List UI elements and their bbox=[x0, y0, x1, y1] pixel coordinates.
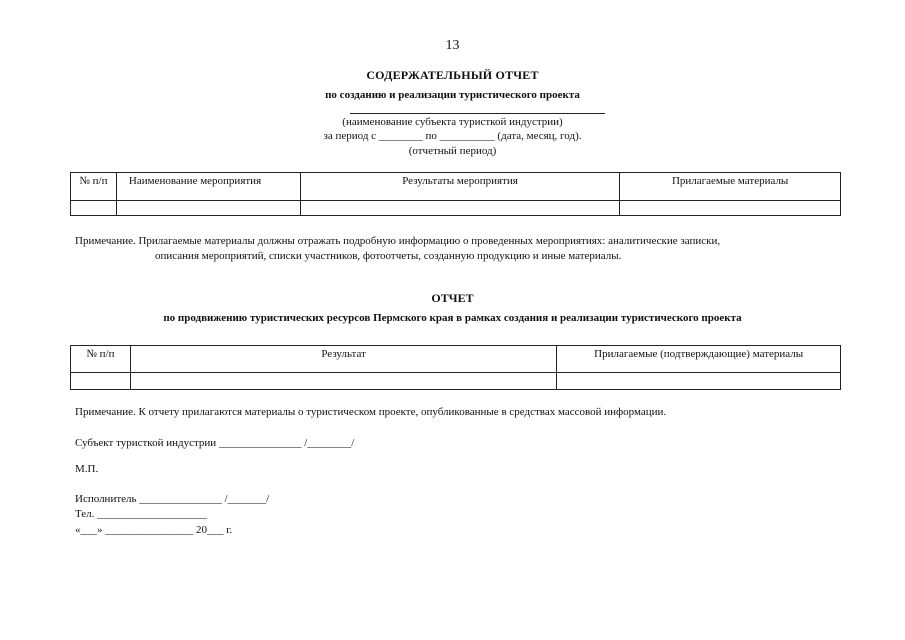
period-caption: (отчетный период) bbox=[408, 145, 497, 157]
col-header-supporting-materials: Прилагаемые (подтверждающие) материалы bbox=[557, 346, 841, 373]
period-line: за период с ________ по __________ (дата, месяц, год). bbox=[323, 130, 582, 142]
note-line: описания мероприятий, списки участников, фотоотчеты, созданную продукцию и иные материалы. bbox=[155, 250, 622, 262]
col-header-number: № п/п bbox=[71, 346, 131, 373]
table-cell[interactable] bbox=[130, 373, 556, 390]
table-cell[interactable] bbox=[557, 373, 841, 390]
report2-note: Примечание. К отчету прилагаются материалы о туристическом проекте, опубликованные в средствах массовой информации. bbox=[75, 406, 667, 418]
table-row bbox=[71, 201, 841, 216]
subject-signature-line[interactable]: Субъект туристкой индустрии _______________ /________/ bbox=[75, 437, 355, 449]
col-header-event-name: Наименование мероприятия bbox=[116, 173, 300, 201]
col-header-result: Результат bbox=[130, 346, 556, 373]
col-header-number: № п/п bbox=[71, 173, 117, 201]
report1-subtitle: по созданию и реализации туристического проекта bbox=[325, 89, 580, 101]
phone-field[interactable]: Тел. ____________________ bbox=[75, 508, 208, 520]
table-cell[interactable] bbox=[300, 201, 620, 216]
table-header-row bbox=[71, 173, 841, 201]
report1-title: СОДЕРЖАТЕЛЬНЫЙ ОТЧЕТ bbox=[366, 68, 539, 82]
table-cell[interactable] bbox=[71, 373, 131, 390]
col-header-event-results: Результаты мероприятия bbox=[300, 173, 620, 201]
executor-signature-line[interactable]: Исполнитель _______________ /_______/ bbox=[75, 493, 270, 505]
table-cell[interactable] bbox=[71, 201, 117, 216]
report2-table bbox=[70, 345, 841, 390]
subject-name-line[interactable] bbox=[350, 113, 605, 114]
report2-title: ОТЧЕТ bbox=[431, 291, 474, 305]
note-line: Примечание. Прилагаемые материалы должны отражать подробную информацию о проведенных мероприятиях: аналитические записки, bbox=[75, 235, 721, 247]
report1-note bbox=[75, 234, 845, 264]
report1-table bbox=[70, 172, 841, 216]
table-row bbox=[71, 373, 841, 390]
col-header-attached-materials: Прилагаемые материалы bbox=[620, 173, 841, 201]
table-header-row bbox=[71, 346, 841, 373]
stamp-place-label: М.П. bbox=[75, 463, 99, 475]
date-field[interactable]: «___» ________________ 20___ г. bbox=[75, 524, 233, 536]
table-cell[interactable] bbox=[620, 201, 841, 216]
subject-caption: (наименование субъекта туристкой индустрии) bbox=[342, 116, 563, 128]
table-cell[interactable] bbox=[116, 201, 300, 216]
report2-subtitle: по продвижению туристических ресурсов Пермского края в рамках создания и реализации туристического проекта bbox=[163, 312, 742, 324]
page-number: 13 bbox=[445, 38, 460, 53]
